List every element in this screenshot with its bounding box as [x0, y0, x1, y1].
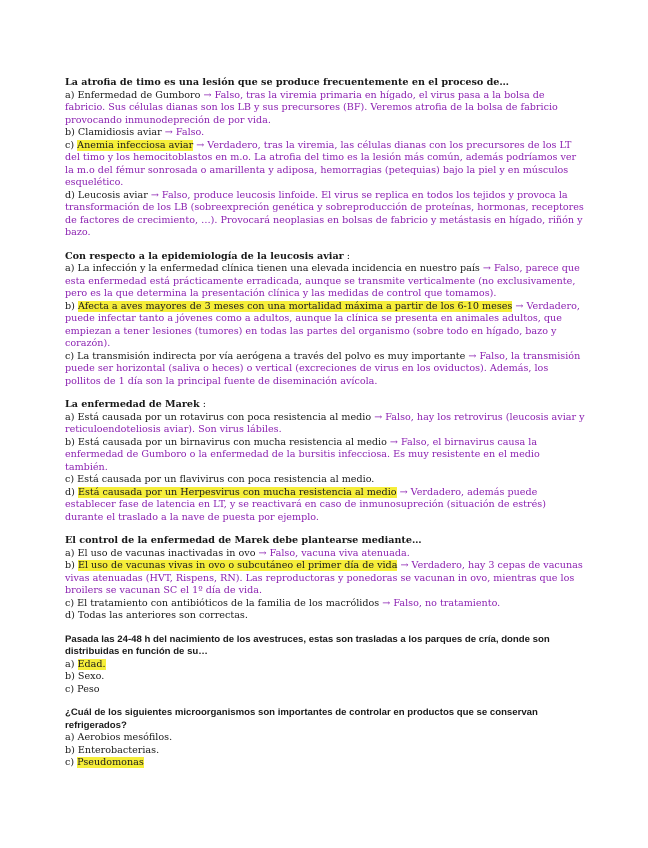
- option-text: c) La transmisión indirecta por vía aerógena a través del polvo es muy importante: [65, 350, 466, 362]
- question-title-suffix: :: [343, 250, 351, 262]
- question-title-text: La enfermedad de Marek: [65, 399, 200, 410]
- answer-option: [65, 598, 585, 611]
- highlighted-correct-option: Anemia infecciosa aviar: [77, 139, 194, 151]
- question-title: [65, 77, 585, 90]
- answer-option: [65, 140, 585, 190]
- option-text: a) Está causada por un rotavirus con poca resistencia al medio: [65, 411, 372, 423]
- question-title-suffix: :: [199, 399, 206, 410]
- answer-option: [65, 610, 585, 623]
- question-block: [65, 535, 585, 623]
- answer-option: [65, 127, 585, 140]
- answer-option: [65, 474, 585, 487]
- option-letter: a): [65, 658, 78, 670]
- answer-option: [65, 560, 585, 598]
- answer-option: [65, 190, 585, 240]
- option-text: a) El uso de vacunas inactivadas in ovo: [65, 547, 256, 559]
- answer-explanation: → Verdadero, además puede establecer fase de latencia en LT, y se reactivará en caso de inmunosupreción (situación de estrés) durante el traslado a la nave de puesta por ejemplo.: [65, 486, 546, 523]
- option-text: a) Aerobios mesófilos.: [65, 732, 173, 743]
- option-text: d) Todas las anteriores son correctas.: [65, 610, 248, 621]
- answer-explanation: → Verdadero, puede infectar tanto a jóvenes como a adultos, aunque la clínica se presenta en animales adultos, que empiezan a tener lesiones (tumores) en todas las partes del organismo (sobre todo en hígado, bazo y corazón).: [65, 300, 580, 349]
- answer-explanation: → Verdadero, hay 3 cepas de vacunas vivas atenuadas (HVT, Rispens, RN). Las reproductoras y ponedoras se vacunan in ovo, mientras que los broilers se vacunan SC el 1º día de vida.: [65, 560, 583, 596]
- option-letter: b): [65, 300, 78, 312]
- answer-option: [65, 301, 585, 351]
- question-title: [65, 634, 585, 659]
- question-block: [65, 251, 585, 389]
- option-letter: d): [65, 486, 78, 498]
- answer-option: [65, 351, 585, 389]
- answer-explanation: → Falso, vacuna viva atenuada.: [255, 547, 410, 559]
- option-text: b) Está causada por un birnavirus con mucha resistencia al medio: [65, 436, 387, 448]
- question-block: [65, 399, 585, 524]
- option-letter: b): [65, 560, 78, 571]
- option-text: d) Leucosis aviar: [65, 189, 148, 201]
- answer-explanation: → Verdadero, tras la viremia, las células dianas con los precursores de los LT del timo y los hemocitoblastos en m.o. La atrofia del timo es la lesión más común, además podríamos ver la m.o del fémur sonrosada o amarillenta y adiposa, hemorragias (petequias) bajo la piel y en músculos esquelético.: [65, 139, 577, 188]
- highlighted-correct-option: Está causada por un Herpesvirus con mucha resistencia al medio: [77, 486, 397, 498]
- answer-option: [65, 671, 585, 684]
- answer-explanation: → Falso, el birnavirus causa la enfermedad de Gumboro o la enfermedad de la bursitis infecciosa. Es muy resistente en el medio también.: [65, 436, 540, 473]
- question-title-text: El control de la enfermedad de Marek debe plantearse mediante…: [65, 535, 422, 546]
- option-text: c) El tratamiento con antibióticos de la familia de los macrólidos: [65, 597, 380, 609]
- question-title-text: Pasada las 24-48 h del nacimiento de los avestruces, estas son trasladas a los parques de cría, donde son distribuidas en función de su…: [65, 633, 550, 657]
- question-title-text: Con respecto a la epidemiología de la leucosis aviar: [65, 250, 344, 262]
- option-letter: c): [65, 757, 78, 768]
- question-title: [65, 251, 585, 264]
- option-text: a) La infección y la enfermedad clínica tienen una elevada incidencia en nuestro país: [65, 263, 480, 274]
- question-title-text: ¿Cuál de los siguientes microorganismos son importantes de controlar en productos que se conservan refrigerados?: [65, 707, 538, 731]
- answer-option: [65, 745, 585, 758]
- option-text: a) Enfermedad de Gumboro: [65, 89, 201, 101]
- answer-explanation: → Falso.: [161, 127, 205, 138]
- question-block: [65, 77, 585, 240]
- answer-option: [65, 659, 585, 672]
- answer-option: [65, 412, 585, 437]
- answer-option: [65, 487, 585, 525]
- document-content: [65, 77, 585, 781]
- highlighted-correct-option: Afecta a aves mayores de 3 meses con una mortalidad máxima a partir de los 6-10 meses: [77, 300, 513, 312]
- option-text: b) Enterobacterias.: [65, 744, 160, 756]
- answer-explanation: → Falso, tras la viremia primaria en hígado, el virus pasa a la bolsa de fabricio. Sus células dianas son los LB y sus precursores (BF). Veremos atrofia de la bolsa de fabricio provocando inmunodepreción de por vida.: [65, 89, 558, 126]
- answer-option: [65, 684, 585, 697]
- option-text: b) Clamidiosis aviar: [65, 127, 162, 138]
- highlighted-correct-option: Pseudomonas: [77, 757, 144, 768]
- question-title-text: La atrofia de timo es una lesión que se produce frecuentemente en el proceso de…: [65, 77, 509, 88]
- question-title: [65, 707, 585, 732]
- answer-explanation: → Falso, hay los retrovirus (leucosis aviar y reticuloendoteliosis aviar). Son virus lábiles.: [65, 411, 585, 435]
- question-block: [65, 707, 585, 770]
- option-text: b) Sexo.: [65, 671, 105, 682]
- answer-option: [65, 548, 585, 561]
- question-title: [65, 399, 585, 412]
- answer-option: [65, 757, 585, 770]
- answer-explanation: → Falso, la transmisión puede ser horizontal (saliva o heces) o vertical (excreciones de virus en los oviductos). Además, los pollitos de 1 día son la principal fuente de diseminación avícola.: [65, 350, 581, 387]
- highlighted-correct-option: Edad.: [77, 658, 106, 670]
- option-text: c) Peso: [65, 683, 100, 695]
- answer-explanation: → Falso, produce leucosis linfoide. El virus se replica en todos los tejidos y provoca la transformación de los LB (sobreexpreción genética y sobreproducción de proteínas, hormonas, receptores de factores de crecimiento, …). Provocará neoplasias en bolsas de fabricio y metástasis en hígado, riñón y bazo.: [65, 189, 584, 238]
- answer-option: [65, 732, 585, 745]
- answer-explanation: → Falso, no tratamiento.: [379, 597, 501, 609]
- answer-option: [65, 263, 585, 301]
- question-title: [65, 535, 585, 548]
- answer-explanation: → Falso, parece que esta enfermedad está prácticamente erradicada, aunque se transmite verticalmente (no exclusivamente, pero es la que determina la presentación clínica y las medidas de control que tomamos).: [65, 263, 580, 299]
- highlighted-correct-option: El uso de vacunas vivas in ovo o subcutáneo el primer día de vida: [77, 560, 398, 571]
- answer-option: [65, 90, 585, 128]
- option-letter: c): [65, 139, 78, 151]
- question-block: [65, 634, 585, 697]
- option-text: c) Está causada por un flavivirus con poca resistencia al medio.: [65, 474, 375, 485]
- answer-option: [65, 437, 585, 475]
